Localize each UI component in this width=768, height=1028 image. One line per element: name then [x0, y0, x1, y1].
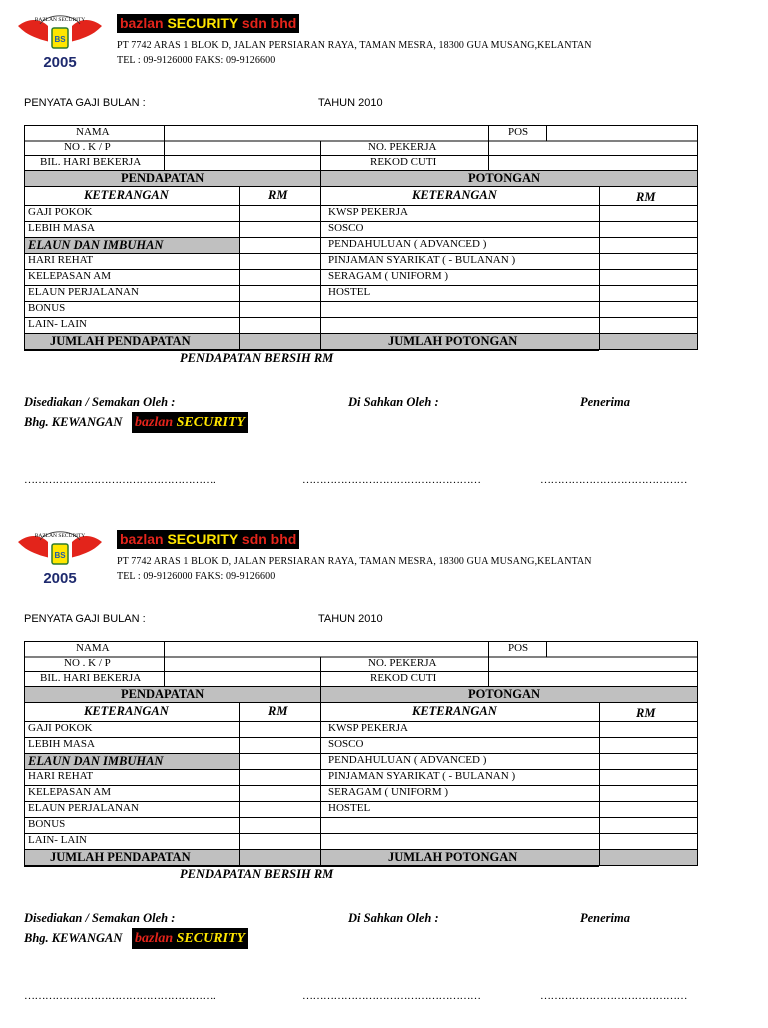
disediakan-label: Disediakan / Semakan Oleh :	[24, 911, 176, 925]
deduction-item: SERAGAM ( UNIFORM )	[328, 786, 449, 798]
slip-title: PENYATA GAJI BULAN :	[24, 613, 146, 625]
penerima-label: Penerima	[580, 911, 630, 925]
earning-item: BONUS	[28, 818, 66, 830]
earning-item: LEBIH MASA	[28, 738, 95, 750]
badge-part1: bazlan	[135, 931, 174, 946]
header-keterangan-left: KETERANGAN	[84, 704, 169, 718]
deduction-item: HOSTEL	[328, 802, 371, 814]
earning-item: HARI REHAT	[28, 770, 94, 782]
company-logo	[14, 12, 106, 70]
company-address: PT 7742 ARAS 1 BLOK D, JALAN PERSIARAN RAYA, TAMAN MESRA, 18300 GUA MUSANG,KELANTAN	[117, 40, 592, 51]
company-badge	[132, 928, 248, 949]
badge-part2: SECURITY	[176, 931, 246, 946]
signature-line-prepared: ……………………………………………….	[24, 474, 216, 486]
earning-item: BONUS	[28, 302, 66, 314]
header-rm-right: RM	[636, 706, 656, 720]
badge-part2: SECURITY	[176, 415, 246, 430]
slip-title: PENYATA GAJI BULAN :	[24, 97, 146, 109]
signature-line-approved: ……………………………………………	[302, 474, 481, 486]
label-hari-bekerja: BIL. HARI BEKERJA	[40, 672, 142, 684]
header-potongan: POTONGAN	[468, 687, 540, 701]
deduction-item: HOSTEL	[328, 286, 371, 298]
header-potongan: POTONGAN	[468, 171, 540, 185]
salary-slip	[0, 516, 768, 1028]
earning-item-heading: ELAUN DAN IMBUHAN	[28, 238, 164, 252]
label-hari-bekerja: BIL. HARI BEKERJA	[40, 156, 142, 168]
earning-item: HARI REHAT	[28, 254, 94, 266]
company-name-part2: SECURITY	[167, 15, 239, 31]
earning-item: GAJI POKOK	[28, 722, 93, 734]
header-pendapatan: PENDAPATAN	[121, 171, 205, 185]
pendapatan-bersih: PENDAPATAN BERSIH RM	[180, 867, 334, 881]
label-rekod-cuti: REKOD CUTI	[370, 672, 437, 684]
pendapatan-bersih: PENDAPATAN BERSIH RM	[180, 351, 334, 365]
logo-arc-text: BAZLAN SECURITY	[34, 533, 86, 539]
slip-year: TAHUN 2010	[318, 97, 383, 109]
signature-line-prepared: ……………………………………………….	[24, 990, 216, 1002]
disahkan-label: Di Sahkan Oleh :	[348, 395, 439, 409]
deduction-item: SOSCO	[328, 222, 364, 234]
label-nama: NAMA	[76, 126, 110, 138]
header-keterangan-right: KETERANGAN	[412, 188, 497, 202]
company-address: PT 7742 ARAS 1 BLOK D, JALAN PERSIARAN RAYA, TAMAN MESRA, 18300 GUA MUSANG,KELANTAN	[117, 556, 592, 567]
earning-item: LEBIH MASA	[28, 222, 95, 234]
bhg-kewangan: Bhg. KEWANGAN	[24, 931, 123, 945]
badge-part1: bazlan	[135, 415, 174, 430]
signature-line-recipient: ……………………………………	[540, 990, 687, 1002]
jumlah-pendapatan: JUMLAH PENDAPATAN	[50, 334, 191, 348]
deduction-item: PINJAMAN SYARIKAT ( - BULANAN )	[328, 254, 516, 266]
company-name-part1: bazlan	[120, 15, 164, 31]
company-tel: TEL : 09-9126000 FAKS: 09-9126600	[117, 55, 276, 66]
penerima-label: Penerima	[580, 395, 630, 409]
logo-shield-text: BS	[54, 35, 66, 44]
label-nama: NAMA	[76, 642, 110, 654]
header-rm-right: RM	[636, 190, 656, 204]
deduction-item: PINJAMAN SYARIKAT ( - BULANAN )	[328, 770, 516, 782]
salary-slip	[0, 0, 768, 512]
logo-year: 2005	[43, 570, 77, 586]
company-name-banner	[117, 14, 299, 33]
logo-arc-text: BAZLAN SECURITY	[34, 17, 86, 23]
header-keterangan-left: KETERANGAN	[84, 188, 169, 202]
label-rekod-cuti: REKOD CUTI	[370, 156, 437, 168]
company-name-part3: sdn bhd	[241, 15, 297, 31]
label-pos: POS	[508, 126, 529, 138]
label-no-pekerja: NO. PEKERJA	[368, 657, 437, 669]
slip-year: TAHUN 2010	[318, 613, 383, 625]
company-name-part3: sdn bhd	[241, 531, 297, 547]
company-name-part1: bazlan	[120, 531, 164, 547]
deduction-item: SERAGAM ( UNIFORM )	[328, 270, 449, 282]
header-rm-left: RM	[268, 188, 288, 202]
salary-table	[24, 641, 698, 881]
signature-line-approved: ……………………………………………	[302, 990, 481, 1002]
deduction-item: SOSCO	[328, 738, 364, 750]
earning-item: KELEPASAN AM	[28, 786, 112, 798]
earning-item-heading: ELAUN DAN IMBUHAN	[28, 754, 164, 768]
company-logo	[14, 528, 106, 586]
label-kp: NO . K / P	[64, 141, 111, 153]
earning-item: LAIN- LAIN	[28, 834, 87, 846]
jumlah-potongan: JUMLAH POTONGAN	[388, 850, 518, 864]
disediakan-label: Disediakan / Semakan Oleh :	[24, 395, 176, 409]
signature-line-recipient: ……………………………………	[540, 474, 687, 486]
deduction-item: PENDAHULUAN ( ADVANCED )	[328, 754, 487, 766]
deduction-item: PENDAHULUAN ( ADVANCED )	[328, 238, 487, 250]
company-badge	[132, 412, 248, 433]
company-name-part2: SECURITY	[167, 531, 239, 547]
header-pendapatan: PENDAPATAN	[121, 687, 205, 701]
disahkan-label: Di Sahkan Oleh :	[348, 911, 439, 925]
jumlah-pendapatan: JUMLAH PENDAPATAN	[50, 850, 191, 864]
earning-item: LAIN- LAIN	[28, 318, 87, 330]
label-kp: NO . K / P	[64, 657, 111, 669]
bhg-kewangan: Bhg. KEWANGAN	[24, 415, 123, 429]
company-name-banner	[117, 530, 299, 549]
company-tel: TEL : 09-9126000 FAKS: 09-9126600	[117, 571, 276, 582]
logo-shield-text: BS	[54, 551, 66, 560]
label-no-pekerja: NO. PEKERJA	[368, 141, 437, 153]
earning-item: ELAUN PERJALANAN	[28, 286, 139, 298]
earning-item: ELAUN PERJALANAN	[28, 802, 139, 814]
earning-item: KELEPASAN AM	[28, 270, 112, 282]
salary-table	[24, 125, 698, 365]
logo-year: 2005	[43, 54, 77, 70]
header-rm-left: RM	[268, 704, 288, 718]
deduction-item: KWSP PEKERJA	[328, 206, 408, 218]
earning-item: GAJI POKOK	[28, 206, 93, 218]
deduction-item: KWSP PEKERJA	[328, 722, 408, 734]
jumlah-potongan: JUMLAH POTONGAN	[388, 334, 518, 348]
label-pos: POS	[508, 642, 529, 654]
header-keterangan-right: KETERANGAN	[412, 704, 497, 718]
